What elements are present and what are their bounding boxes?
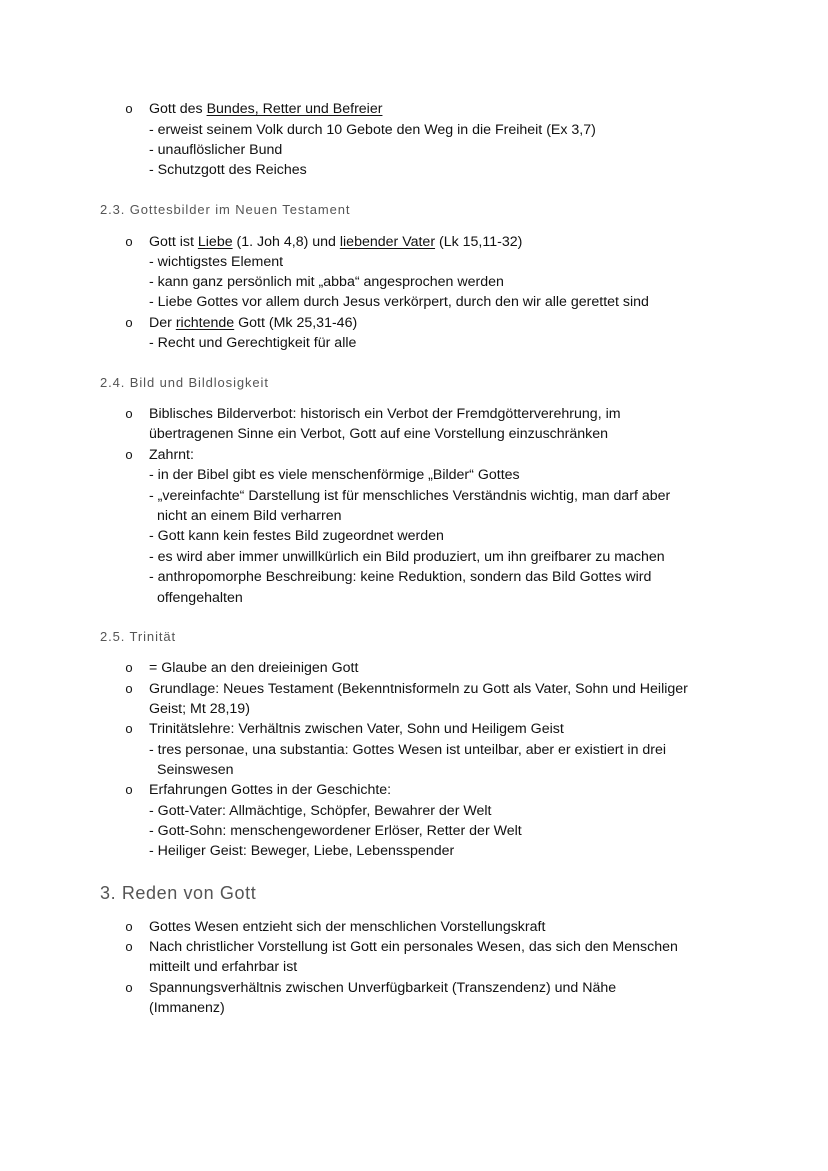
- sub-item: - tres personae, una substantia: Gottes Wesen ist unteilbar, aber er existiert in drei: [149, 742, 667, 758]
- list-item: Nach christlicher Vorstellung ist Gott ein personales Wesen, das sich den Menschen: [149, 939, 678, 955]
- text-run: Gott (Mk 25,31-46): [234, 315, 358, 331]
- sub-item: - Schutzgott des Reiches: [149, 162, 307, 178]
- sub-item: - Gott kann kein festes Bild zugeordnet werden: [149, 528, 444, 544]
- text-run: Der: [149, 315, 176, 331]
- chapter-heading: 3. Reden von Gott: [100, 883, 257, 903]
- underlined-text: richtende: [175, 315, 235, 331]
- sub-item-continuation: nicht an einem Bild verharren: [157, 508, 342, 524]
- sub-item: - erweist seinem Volk durch 10 Gebote den Weg in die Freiheit (Ex 3,7): [149, 122, 596, 138]
- sub-item-continuation: Seinswesen: [157, 762, 234, 778]
- list-item: Zahrnt:: [149, 447, 194, 463]
- list-item: Biblisches Bilderverbot: historisch ein Verbot der Fremdgötterverehrung, im: [149, 406, 621, 422]
- underlined-text: Bundes, Retter und Befreier: [206, 101, 383, 117]
- sub-item: - wichtigstes Element: [149, 254, 284, 270]
- section-heading: 2.4. Bild und Bildlosigkeit: [100, 375, 269, 390]
- sub-item: - Heiliger Geist: Beweger, Liebe, Lebensspender: [149, 843, 455, 859]
- list-item: [149, 99, 382, 119]
- list-bullet: o: [125, 447, 133, 462]
- section-heading: 2.5. Trinität: [100, 629, 177, 644]
- list-item: Spannungsverhältnis zwischen Unverfügbarkeit (Transzendenz) und Nähe: [149, 980, 617, 996]
- text-run: (Lk 15,11-32): [435, 234, 523, 250]
- text-run: Gott des: [149, 101, 207, 117]
- text-run: (1. Joh 4,8) und: [232, 234, 340, 250]
- list-bullet: o: [125, 101, 133, 116]
- list-item: Grundlage: Neues Testament (Bekenntnisformeln zu Gott als Vater, Sohn und Heiliger: [149, 681, 688, 697]
- list-item-continuation: übertragenen Sinne ein Verbot, Gott auf eine Vorstellung einzuschränken: [149, 426, 609, 442]
- list-bullet: o: [125, 919, 133, 934]
- list-item: = Glaube an den dreieinigen Gott: [149, 660, 359, 676]
- section-heading: 2.3. Gottesbilder im Neuen Testament: [100, 202, 351, 217]
- list-item-continuation: (Immanenz): [149, 1000, 225, 1016]
- list-bullet: o: [125, 939, 133, 954]
- list-bullet: o: [125, 406, 133, 421]
- list-item: Trinitätslehre: Verhältnis zwischen Vater, Sohn und Heiligem Geist: [149, 721, 564, 737]
- list-bullet: o: [125, 782, 133, 797]
- underlined-text: liebender Vater: [339, 234, 436, 250]
- sub-item: - kann ganz persönlich mit „abba“ angesprochen werden: [149, 274, 504, 290]
- list-bullet: o: [125, 721, 133, 736]
- list-bullet: o: [125, 681, 133, 696]
- sub-item: - Gott-Sohn: menschengewordener Erlöser, Retter der Welt: [149, 823, 522, 839]
- list-item: Gottes Wesen entzieht sich der menschlichen Vorstellungskraft: [149, 919, 546, 935]
- list-item-continuation: Geist; Mt 28,19): [149, 701, 250, 717]
- sub-item-continuation: offengehalten: [157, 590, 243, 606]
- list-item: [149, 313, 357, 333]
- list-bullet: o: [125, 980, 133, 995]
- list-bullet: o: [125, 315, 133, 330]
- list-bullet: o: [125, 234, 133, 249]
- text-run: Gott ist: [149, 234, 198, 250]
- underlined-text: Liebe: [197, 234, 233, 250]
- sub-item: - Gott-Vater: Allmächtige, Schöpfer, Bewahrer der Welt: [149, 803, 492, 819]
- list-bullet: o: [125, 660, 133, 675]
- sub-item: - Recht und Gerechtigkeit für alle: [149, 335, 357, 351]
- sub-item: - in der Bibel gibt es viele menschenförmige „Bilder“ Gottes: [149, 467, 520, 483]
- sub-item: - unauflöslicher Bund: [149, 142, 283, 158]
- sub-item: - anthropomorphe Beschreibung: keine Reduktion, sondern das Bild Gottes wird: [149, 569, 652, 585]
- list-item: Erfahrungen Gottes in der Geschichte:: [149, 782, 392, 798]
- sub-item: - Liebe Gottes vor allem durch Jesus verkörpert, durch den wir alle gerettet sind: [149, 294, 649, 310]
- list-item-continuation: mitteilt und erfahrbar ist: [149, 959, 298, 975]
- sub-item: - „vereinfachte“ Darstellung ist für menschliches Verständnis wichtig, man darf aber: [149, 488, 671, 504]
- sub-item: - es wird aber immer unwillkürlich ein Bild produziert, um ihn greifbarer zu machen: [149, 549, 665, 565]
- list-item: [149, 232, 522, 252]
